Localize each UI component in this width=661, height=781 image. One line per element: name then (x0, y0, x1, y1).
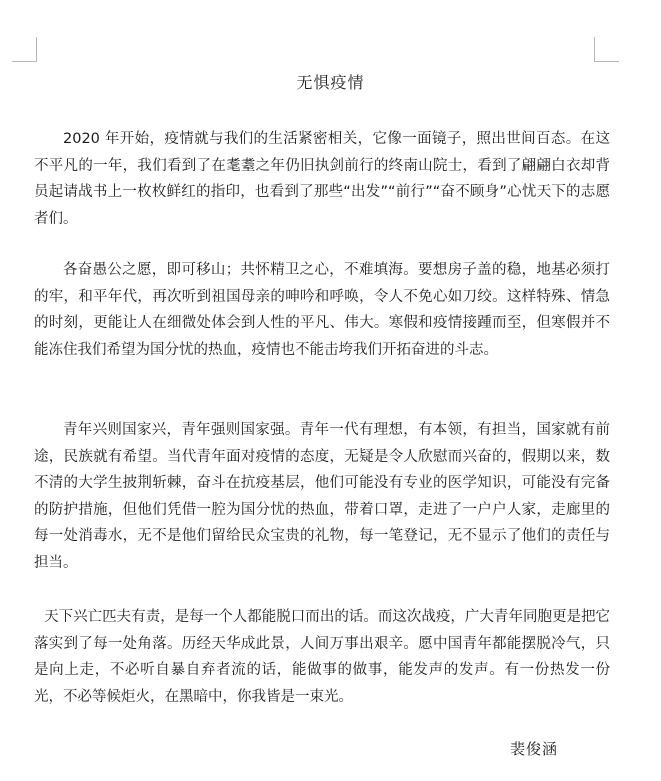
paragraph-1: 2020 年开始，疫情就与我们的生活紧密相关，它像一面镜子，照出世间百态。在这不平凡的一年，我们看到了在耄耋之年仍旧执剑前行的终南山院士，看到了翩翩白衣却背员起请战书上一枚枚鲜红的指印，也看到了那些“出发”“前行”“奋不顾身”心忧天下的志愿者们。 (34, 131, 610, 227)
document-title: 无惧疫情 (296, 73, 365, 92)
paragraph-2: 各奋愚公之愿，即可移山；共怀精卫之心，不难填海。要想房子盖的稳，地基必须打的牢，和平年代，再次听到祖国母亲的呻吟和呼唤，令人不免心如刀绞。这样特殊、情急的时刻，更能让人在细微处体会到人性的平凡、伟大。寒假和疫情接踵而至，但寒假并不能冻住我们希望为国分忧的热血，疫情也不能击垮我们开拓奋进的斗志。 (34, 262, 610, 358)
top-right-margin-mark (594, 37, 619, 62)
paragraph-3: 青年兴则国家兴，青年强则国家强。青年一代有理想，有本领，有担当，国家就有前途，民族就有希望。当代青年面对疫情的态度，无疑是令人欣慰而兴奋的，假期以来，数不清的大学生披荆斩棘，奋斗在抗疫基层，他们可能没有专业的医学知识，可能没有完备的防护措施，但他们凭借一腔为国分忧的热血，带着口罩，走进了一户户人家，走廊里的每一处消毒水，无不是他们留给民众宝贵的礼物，每一笔登记，无不显示了他们的责任与担当。 (34, 422, 610, 571)
paragraph-4: 天下兴亡匹夫有责，是每一个人都能脱口而出的话。而这次战疫，广大青年同胞更是把它落实到了每一处角落。历经天华成此景，人间万事出艰辛。愿中国青年都能摆脱冷气，只是向上走，不必听自暴自弃者流的话，能做事的做事，能发声的发声。有一份热发一份光，不必等候炬火，在黑暗中，你我皆是一束光。 (34, 609, 610, 705)
top-left-margin-mark (12, 37, 37, 62)
author-signature: 裴俊涵 (510, 740, 559, 758)
